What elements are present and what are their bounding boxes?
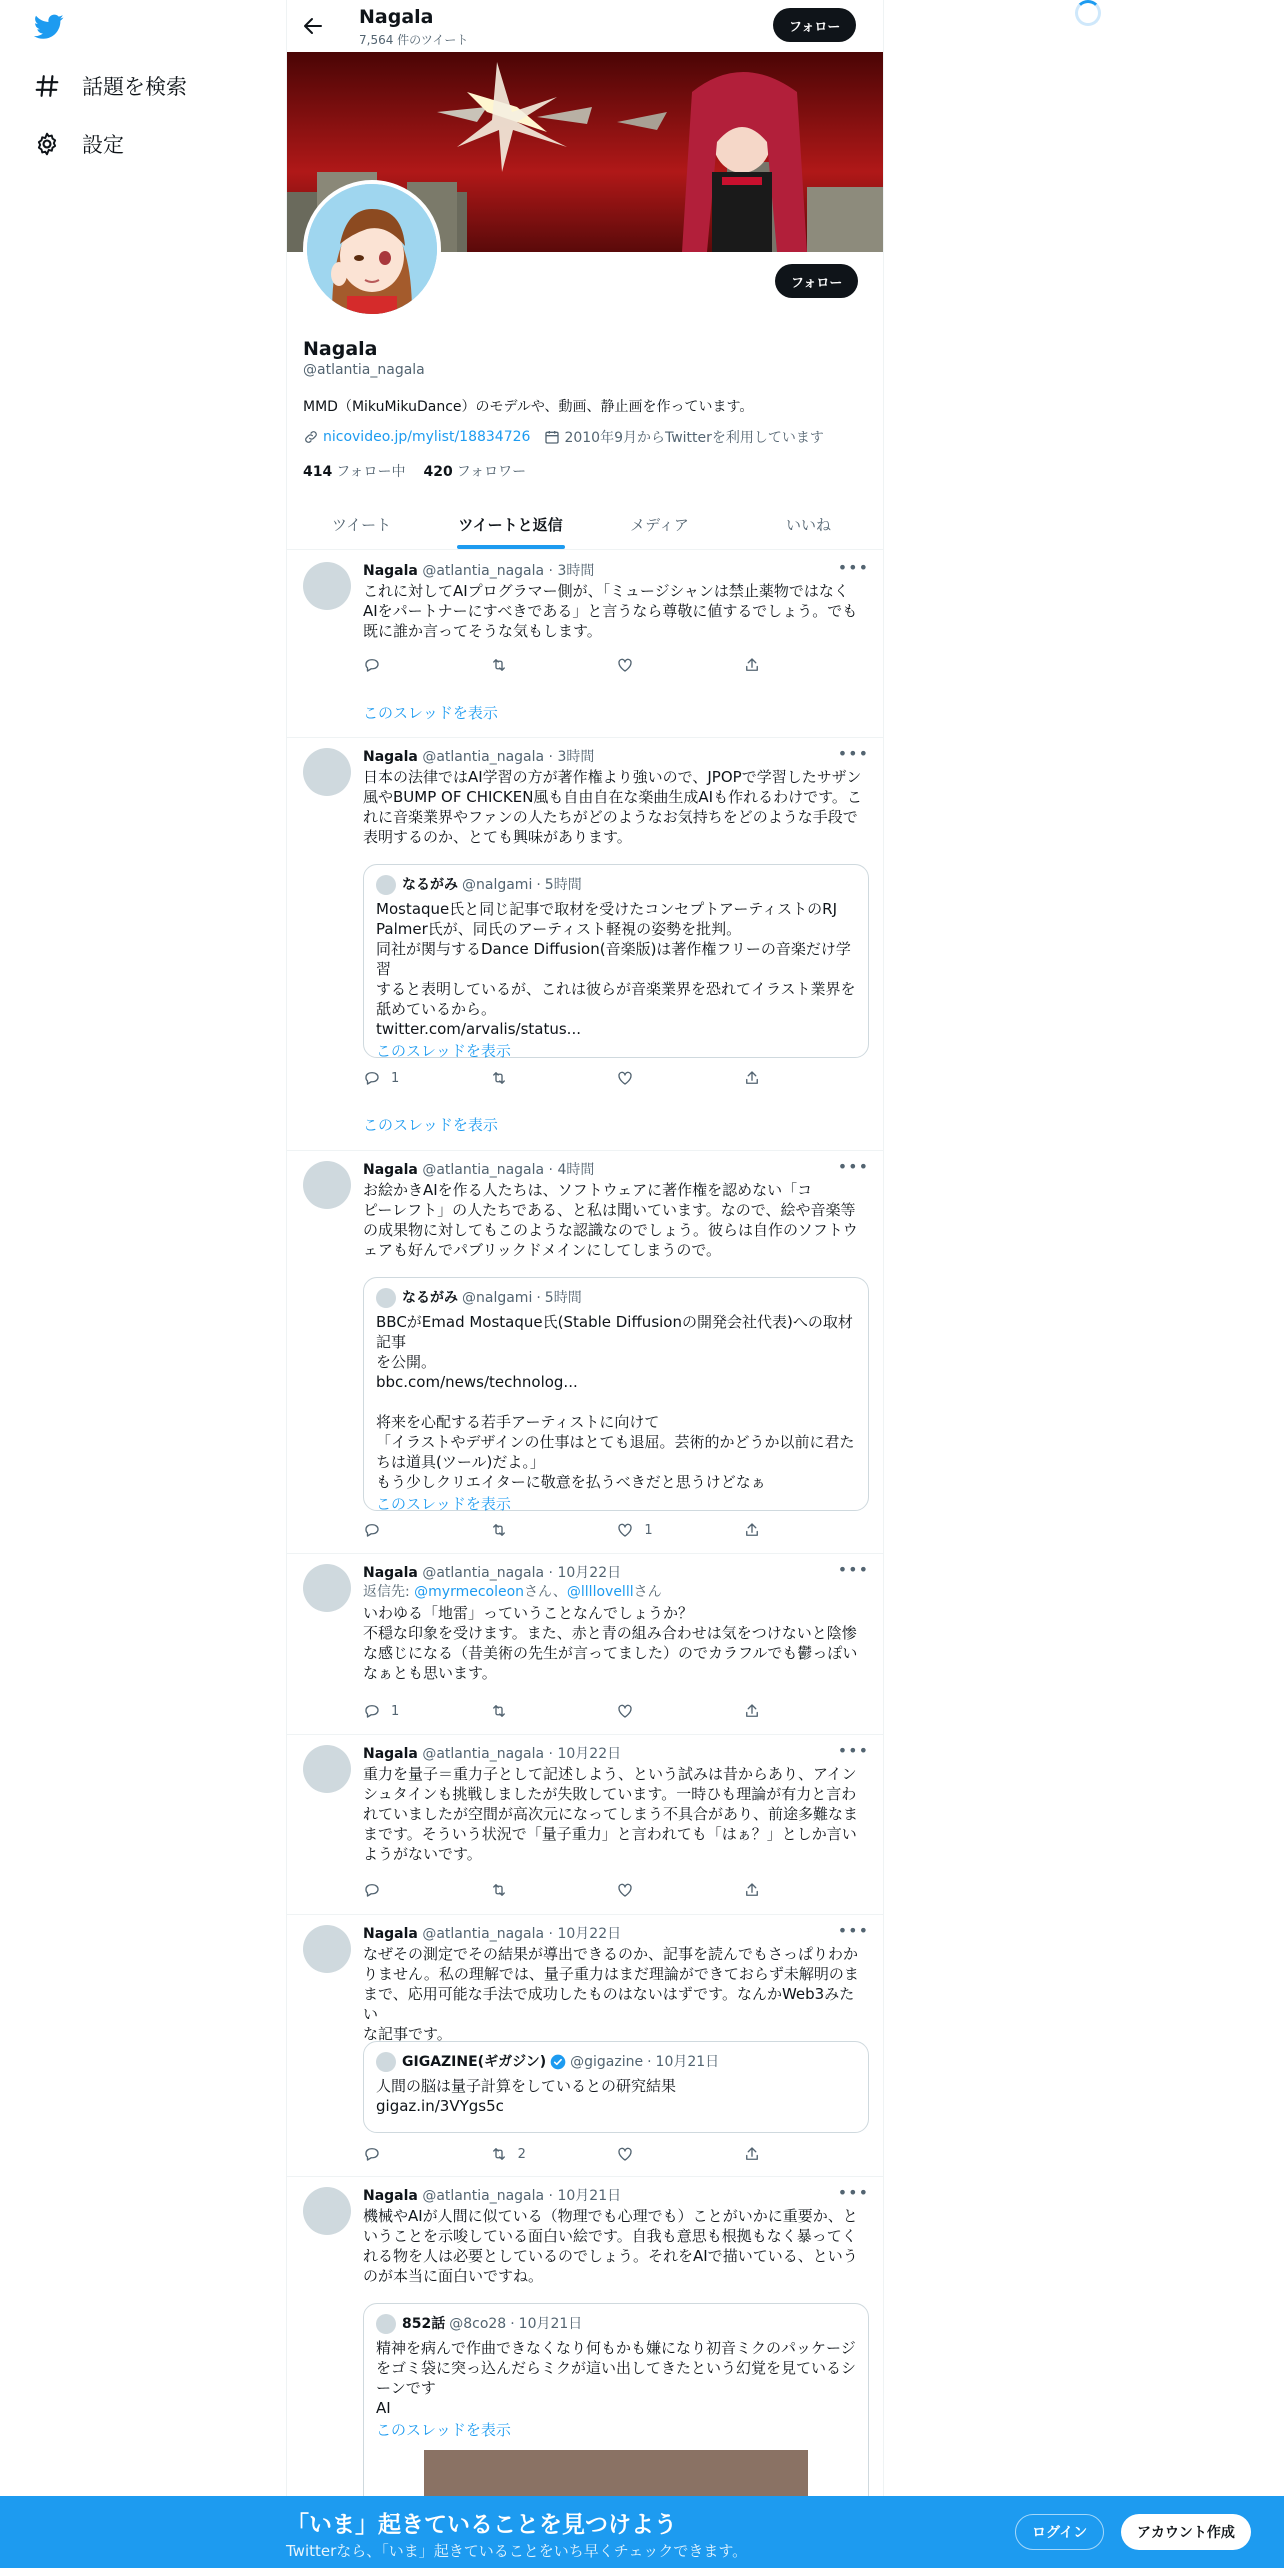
retweet-button[interactable] [490,1702,550,1720]
tweet-author-name[interactable]: Nagala [363,749,418,765]
tweet-time[interactable]: 10月22日 [557,1746,622,1762]
tweet-actions [363,2145,803,2163]
retweet-icon [490,656,508,674]
tweet-text: 日本の法律ではAI学習の方が著作権より強いので、JPOPで学習したサザン 風やBUMP OF CHICKEN風も自由自在な楽曲生成AIも作れるわけです。こ れに音楽業界やファンの人たちがどのようなお気持ちをどのような手段で 表明するのか、とても興味があります。 [363,768,862,846]
nav-settings[interactable] [34,124,124,164]
retweet-button[interactable] [490,1069,550,1087]
calendar-icon [544,429,560,445]
profile-link[interactable]: nicovideo.jp/mylist/18834726 [323,429,531,445]
tweet-text: お絵かきAIを作る人たちは、ソフトウェアに著作権を認めない「コ ピーレフト」の人たちである、と私は聞いています。なので、絵や音楽等 の成果物に対してもこのような認識なのでしょう。彼らは自作のソフトウ ェアも好んでパブリックドメインにしてしまうので。 [363,1181,858,1259]
like-button[interactable] [616,1702,676,1720]
heart-icon [616,1521,634,1539]
avatar [376,875,396,895]
tweet-author-name[interactable]: Nagala [363,1162,418,1178]
tweet-actions [363,656,803,674]
retweet-button[interactable] [490,1521,550,1539]
tweet-author-name[interactable]: Nagala [363,1926,418,1942]
tweet-text: いわゆる「地雷」っていうことなんでしょうか？ 不穏な印象を受けます。また、赤と青の組み合わせは気をつけないと陰惨 な感じになる（昔美術の先生が言ってました）のでカラフルでも鬱っぽい なぁとも思います。 [363,1604,858,1682]
signup-banner [0,2496,1284,2568]
retweet-icon [490,2145,508,2163]
avatar[interactable] [303,2187,351,2235]
avatar[interactable] [303,1925,351,1973]
nav-label: 設定 [82,133,124,157]
profile-follow-counts [303,461,526,481]
tweet-text: なぜその測定でその結果が導出できるのか、記事を読んでもさっぱりわか りません。私の理解では、量子重力はまだ理論ができておらず未解明のま まで、応用可能な手法で成功したものはないはずです。なんかWeb3みたい な記事です。 [363,1945,859,2043]
main-column [286,0,884,2568]
tweet[interactable]: Nagala @atlantia_nagala · 10月22日 ••• 重力を量子＝重力子として記述しよう、という試みは昔からあり、アイン シュタインも挑戦しましたが失敗しています。一時ひも理論が有力と言わ れていましたが空間が高次元になってしまう不具合があり、前途多難なま まです。そういう状況で「量子重力」と言われても「はぁ？」としか言い ようがないです。 [287,1735,883,1915]
share-icon [743,1069,761,1087]
like-button[interactable] [616,1069,676,1087]
quote-handle: @8co28 [449,2316,507,2332]
quote-tweet[interactable]: GIGAZINE(ギガジン) @gigazine · 10月21日 人間の脳は量子計算をしているとの研究結果 gigaz.in/3VYgs5c [363,2041,869,2133]
reply-icon [363,1702,381,1720]
tweet-time[interactable]: 10月22日 [557,1926,622,1942]
reply-button[interactable] [363,656,423,674]
show-thread-link[interactable]: このスレッドを表示 [363,704,498,722]
reply-count: 1 [391,1703,400,1719]
tweet[interactable]: Nagala @atlantia_nagala · 10月22日 ••• 返信先: @myrmecoleonさん、@llllovelllさん いわゆる「地雷」っていうことなんでしょうか？ 不穏な印象を受けます。また、赤と青の組み合わせは気をつけないと陰惨 な感じになる（昔美術の先生が言ってました）のでカラフルでも鬱っぽい なぁとも思います。 1 [287,1554,883,1735]
profile-joined: 2010年9月からTwitterを利用しています [564,430,824,446]
quote-time: 10月21日 [518,2316,583,2332]
tab-likes[interactable]: いいね [785,516,831,534]
retweet-icon [490,1521,508,1539]
header-follow-button[interactable]: フォロー [773,8,856,42]
quote-author-name: なるがみ [402,1290,458,1306]
tweet-time[interactable]: 10月21日 [557,2188,622,2204]
reply-icon [363,1521,381,1539]
share-button[interactable] [743,2145,803,2163]
reply-button[interactable] [363,1521,423,1539]
avatar-image [307,184,437,314]
quote-text: Mostaque氏と同じ記事で取材を受けたコンセプトアーティストのRJ Palmer氏が、同氏のアーティスト軽視の姿勢を批判。 同社が関与するDance Diffusion(音楽版)は著作権フリーの音楽だけ学習 すると表明しているが、これは彼らが音楽業界を恐れてイラスト業界を 舐めているから。 twitter.com/arvalis/status... [376,900,856,1038]
reply-to: 返信先: @myrmecoleonさん、@llllovelllさん [363,1584,662,1600]
more-icon[interactable]: ••• [837,1560,869,1579]
retweet-button[interactable] [490,656,550,674]
gear-icon [34,131,60,157]
quote-handle: @nalgami [462,1290,533,1306]
tweet-handle[interactable]: @atlantia_nagala [422,1746,545,1762]
avatar [376,1288,396,1308]
quote-tweet[interactable]: なるがみ @nalgami · 5時間 BBCがEmad Mostaque氏(Stable Diffusionの開発会社代表)への取材記事 を公開。 bbc.com/news/technolog... 将来を心配する若手アーティストに向けて 「イラストやデザインの仕事はとても退屈。芸術的かどうか以前に君た ちは道具(ツール)だよ。」 もう少しクリエイターに敬意を払うべきだと思うけどなぁ このスレッドを表示 [363,1277,869,1511]
heart-icon [616,1881,634,1899]
profile-link-item [303,429,530,445]
reply-button[interactable] [363,2145,423,2163]
like-button[interactable] [616,2145,676,2163]
reply-icon [363,2145,381,2163]
share-button[interactable] [743,1521,803,1539]
tweet-actions [363,1702,803,1720]
share-icon [743,656,761,674]
quote-time: 10月21日 [655,2054,720,2070]
share-button[interactable] [743,1702,803,1720]
quote-tweet[interactable]: なるがみ @nalgami · 5時間 Mostaque氏と同じ記事で取材を受けたコンセプトアーティストのRJ Palmer氏が、同氏のアーティスト軽視の姿勢を批判。 同社が関与するDance Diffusion(音楽版)は著作権フリーの音楽だけ学習 すると表明しているが、これは彼らが音楽業界を恐れてイラスト業界を 舐めているから。 twitter.com/arvalis/status... このスレッドを表示 [363,864,869,1058]
profile-avatar[interactable] [303,180,441,318]
tweet[interactable]: Nagala @atlantia_nagala · 3時間 ••• これに対してAIプログラマー側が、「ミュージシャンは禁止薬物ではなく AIをパートナーにすべきである」と言うなら尊敬に値するでしょう。でも 既に誰か言ってそうな気もします。 このスレッドを表示 [287,552,883,738]
tweet-text: これに対してAIプログラマー側が、「ミュージシャンは禁止薬物ではなく AIをパートナーにすべきである」と言うなら尊敬に値するでしょう。でも 既に誰か言ってそうな気もします。 [363,582,858,640]
hashtag-icon [34,73,60,99]
nav-explore[interactable] [34,66,187,106]
quote-time: 5時間 [544,1290,582,1306]
quote-handle: @nalgami [462,877,533,893]
tweet-author-name[interactable]: Nagala [363,1746,418,1762]
tweet[interactable]: Nagala @atlantia_nagala · 4時間 ••• お絵かきAIを作る人たちは、ソフトウェアに著作権を認めない「コ ピーレフト」の人たちである、と私は聞いています。なので、絵や音楽等 の成果物に対してもこのような認識なのでしょう。彼らは自作のソフトウ ェアも好んでパブリックドメインにしてしまうので。 なるがみ @nalgami · 5時間 BBCがEmad Mostaque氏(Stable Diffusionの開発会社代表)への取材記事 を公開。 bbc.com/news/technolog... 将来を心配する若手アーティストに向けて 「イラストやデザインの仕事はとても退屈。芸術的かどうか以前に君た ちは道具(ツール)だよ。」 もう少しクリエイターに敬意を払うべきだと思うけどなぁ このスレッドを表示 1 [287,1151,883,1554]
tweet-handle[interactable]: @atlantia_nagala [422,1162,545,1178]
tweet-handle[interactable]: @atlantia_nagala [422,749,545,765]
tweet-text: 重力を量子＝重力子として記述しよう、という試みは昔からあり、アイン シュタインも挑戦しましたが失敗しています。一時ひも理論が有力と言わ れていましたが空間が高次元になってしまう不具合があり、前途多難なま まです。そういう状況で「量子重力」と言われても「はぁ？」としか言い ようがないです。 [363,1765,859,1863]
reply-button[interactable] [363,1069,423,1087]
tweet-time[interactable]: 4時間 [557,1162,595,1178]
reply-count: 1 [391,1070,400,1086]
avatar[interactable] [303,748,351,796]
profile-joined-item [544,427,823,447]
avatar[interactable] [303,562,351,610]
retweet-icon [490,1702,508,1720]
retweet-count: 2 [517,2146,526,2162]
heart-icon [616,656,634,674]
quote-time: 5時間 [544,877,582,893]
retweet-button[interactable] [490,1881,550,1899]
follow-button[interactable]: フォロー [775,264,858,298]
share-icon [743,1521,761,1539]
tweet-handle[interactable]: @atlantia_nagala [422,563,545,579]
tweet-author-name[interactable]: Nagala [363,563,418,579]
avatar[interactable] [303,1745,351,1793]
retweet-icon [490,1881,508,1899]
tweet-actions [363,1881,803,1899]
tweet-time[interactable]: 3時間 [557,563,595,579]
like-button[interactable] [616,1521,676,1539]
profile-header [287,0,883,52]
more-icon[interactable]: ••• [837,1157,869,1176]
quote-show-thread-link[interactable]: このスレッドを表示 [376,2421,511,2439]
avatar [376,2314,396,2334]
share-button[interactable] [743,1881,803,1899]
profile-bio: MMD（MikuMikuDance）のモデルや、動画、静止画を作っています。 [303,399,754,415]
tweet-text: 機械やAIが人間に似ている（物理でも心理でも）ことがいかに重要か、と いうことを示唆している面白い絵です。自我も意思も根拠もなく暴ってく れる物を人は必要としているのでしょう。それをAIで描いている、という のが本当に面白いですね。 [363,2207,858,2285]
signup-button[interactable]: アカウント作成 [1121,2514,1251,2550]
tweet-time[interactable]: 3時間 [557,749,595,765]
verified-badge-icon [550,2054,566,2070]
tweet-actions [363,1069,803,1087]
profile-name: Nagala [303,338,378,360]
link-icon [303,429,319,445]
like-button[interactable] [616,656,676,674]
avatar[interactable] [303,1161,351,1209]
quote-tweet[interactable]: 852話 @8co28 · 10月21日 精神を病んで作曲できなくなり何もかも嫌になり初音ミクのパッケージ をゴミ袋に突っ込んだらミクが這い出してきたという幻覚を見ているシ ーンです AI このスレッドを表示 [363,2303,869,2568]
quote-text: BBCがEmad Mostaque氏(Stable Diffusionの開発会社代表)への取材記事 を公開。 bbc.com/news/technolog... 将来を心配する若手アーティストに向けて 「イラストやデザインの仕事はとても退屈。芸術的かどうか以前に君た ちは道具(ツール)だよ。」 もう少しクリエイターに敬意を払うべきだと思うけどなぁ [376,1313,855,1491]
header-name: Nagala [359,6,434,28]
tweet[interactable]: Nagala @atlantia_nagala · 3時間 ••• 日本の法律ではAI学習の方が著作権より強いので、JPOPで学習したサザン 風やBUMP OF CHICKEN風も自由自在な楽曲生成AIも作れるわけです。こ れに音楽業界やファンの人たちがどのようなお気持ちをどのような手段で 表明するのか、とても興味があります。 なるがみ @nalgami · 5時間 Mostaque氏と同じ記事で取材を受けたコンセプトアーティストのRJ Palmer氏が、同氏のアーティスト軽視の姿勢を批判。 同社が関与するDance Diffusion(音楽版)は著作権フリーの音楽だけ学習 すると表明しているが、これは彼らが音楽業界を恐れてイラスト業界を 舐めているから。 twitter.com/arvalis/status... このスレッドを表示 1 このスレッドを表示 [287,738,883,1151]
quote-text: 人間の脳は量子計算をしているとの研究結果 gigaz.in/3VYgs5c [376,2077,677,2115]
profile-tabs [287,500,883,550]
like-button[interactable] [616,1881,676,1899]
tweet-time[interactable]: 10月22日 [557,1565,622,1581]
more-icon[interactable]: ••• [837,744,869,763]
reply-button[interactable] [363,1702,423,1720]
more-icon[interactable]: ••• [837,2183,869,2202]
quote-handle: @gigazine [570,2054,644,2070]
avatar[interactable] [303,1564,351,1612]
show-thread-link[interactable]: このスレッドを表示 [363,1116,498,1134]
quote-author-name: GIGAZINE(ギガジン) [402,2054,547,2070]
tweet-handle[interactable]: @atlantia_nagala [422,2188,545,2204]
nav-label: 話題を検索 [82,75,187,99]
twitter-logo-icon[interactable] [34,14,64,40]
quote-author-name: 852話 [402,2316,446,2332]
login-button[interactable]: ログイン [1015,2514,1104,2550]
quote-show-thread-link[interactable]: このスレッドを表示 [376,1042,511,1060]
retweet-button[interactable] [490,2145,550,2163]
reply-icon [363,656,381,674]
followers-link[interactable]: 420 フォロワー [423,464,527,480]
tab-media[interactable]: メディア [630,516,689,534]
tweet-handle[interactable]: @atlantia_nagala [422,1565,545,1581]
left-nav [0,0,286,200]
quote-author-name: なるがみ [402,877,458,893]
reply-button[interactable] [363,1881,423,1899]
profile-handle: @atlantia_nagala [303,362,425,378]
profile-meta [303,427,824,447]
share-button[interactable] [743,1069,803,1087]
mention-link[interactable]: @llllovelll [566,1584,634,1600]
reply-icon [363,1881,381,1899]
more-icon[interactable]: ••• [837,1921,869,1940]
following-link[interactable]: 414 フォロー中 [303,464,406,480]
heart-icon [616,1069,634,1087]
heart-icon [616,1702,634,1720]
tweet-author-name[interactable]: Nagala [363,2188,418,2204]
share-icon [743,2145,761,2163]
like-count: 1 [644,1522,653,1538]
more-icon[interactable]: ••• [837,558,869,577]
tweet-actions [363,1521,803,1539]
share-button[interactable] [743,656,803,674]
reply-icon [363,1069,381,1087]
header-tweet-count: 7,564 件のツイート [359,33,469,47]
back-arrow-icon[interactable] [301,14,325,38]
tweet-handle[interactable]: @atlantia_nagala [422,1926,545,1942]
retweet-icon [490,1069,508,1087]
signup-banner-subtitle: Twitterなら、「いま」起きていることをいち早くチェックできます。 [286,2542,748,2560]
share-icon [743,1881,761,1899]
quote-show-thread-link[interactable]: このスレッドを表示 [376,1495,511,1513]
tweet[interactable]: Nagala @atlantia_nagala · 10月22日 ••• なぜその測定でその結果が導出できるのか、記事を読んでもさっぱりわか りません。私の理解では、量子重力はまだ理論ができておらず未解明のま まで、応用可能な手法で成功したものはないはずです。なんかWeb3みたい な記事です。 GIGAZINE(ギガジン) @gigazine · 10月21日 人間の脳は量子計算をしているとの研究結果 gigaz.in/3VYgs5c 2 [287,1915,883,2177]
tweet[interactable]: Nagala @atlantia_nagala · 10月21日 ••• 機械やAIが人間に似ている（物理でも心理でも）ことがいかに重要か、と いうことを示唆している面白い絵です。自我も意思も根拠もなく暴ってく れる物を人は必要としているのでしょう。それをAIで描いている、という のが本当に面白いですね。 852話 @8co28 · 10月21日 精神を病んで作曲できなくなり何もかも嫌になり初音ミクのパッケージ をゴミ袋に突っ込んだらミクが這い出してきたという幻覚を見ているシ ーンです AI このスレッドを表示 [287,2177,883,2568]
mention-link[interactable]: @myrmecoleon [414,1584,525,1600]
heart-icon [616,2145,634,2163]
tab-tweets[interactable]: ツイート [331,516,392,534]
share-icon [743,1702,761,1720]
quote-text: 精神を病んで作曲できなくなり何もかも嫌になり初音ミクのパッケージ をゴミ袋に突っ込んだらミクが這い出してきたという幻覚を見ているシ ーンです AI [376,2339,857,2417]
loading-spinner-icon [1075,0,1101,26]
signup-banner-title: 「いま」起きていることを見つけよう [286,2512,677,2538]
tab-tweets-and-replies[interactable]: ツイートと返信 [436,500,585,549]
tweet-author-name[interactable]: Nagala [363,1565,418,1581]
avatar [376,2052,396,2072]
more-icon[interactable]: ••• [837,1741,869,1760]
